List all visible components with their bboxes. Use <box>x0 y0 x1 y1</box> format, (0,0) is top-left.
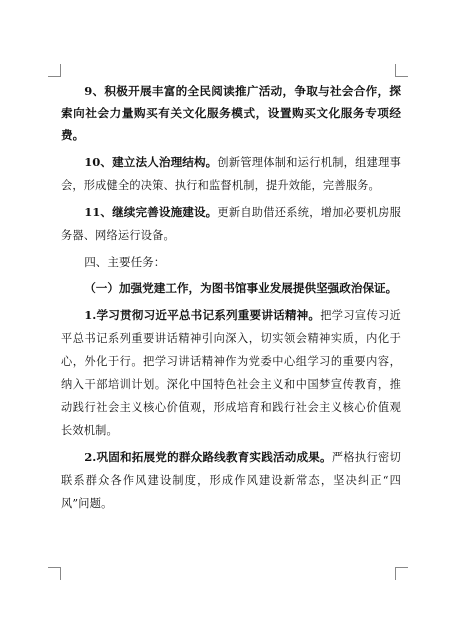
paragraph-11 <box>61 201 401 247</box>
page-corner-mark-top-left <box>48 64 61 77</box>
page-corner-mark-bottom-left <box>48 567 61 580</box>
paragraph-9-lead: 9、积极开展丰富的全民阅读推广活动，争取与社会合作，探索向社会力量购买有关文化服务模式，设置购买文化服务专项经费。 <box>61 84 401 142</box>
page-corner-mark-top-right <box>395 64 408 77</box>
section-heading-main-tasks <box>61 251 401 273</box>
paragraph-10-lead: 10、建立法人治理结构。 <box>84 155 218 169</box>
task-1-lead: 1.学习贯彻习近平总书记系列重要讲话精神。 <box>84 308 321 322</box>
task-2-lead: 2.巩固和拓展党的群众路线教育实践活动成果。 <box>84 450 332 464</box>
document-page <box>61 80 401 519</box>
paragraph-10 <box>61 151 401 197</box>
task-2 <box>61 446 401 515</box>
subsection-heading-party-building <box>61 277 401 300</box>
task-1 <box>61 304 401 442</box>
section-heading-main-tasks-text: 四、主要任务： <box>84 255 166 269</box>
paragraph-10-body: 创新管理体制和运行机制，组建理事会，形成健全的决策、执行和监督机制，提升效能，完善服务。 <box>61 156 402 192</box>
paragraph-11-body: 更新自助借还系统，增加必要机房服务器、网络运行设备。 <box>61 206 402 242</box>
page-corner-mark-bottom-right <box>395 567 408 580</box>
paragraph-9 <box>61 80 401 147</box>
task-1-body: 把学习宣传习近平总书记系列重要讲话精神引向深入，切实领会精神实质，内化于心，外化于行。把学习讲话精神作为党委中心组学习的重要内容，纳入干部培训计划。深化中国特色社会主义和中国梦宣传教育，推动践行社会主义核心价值观，形成培育和践行社会主义核心价值观长效机制。 <box>61 309 402 437</box>
paragraph-11-lead: 11、继续完善设施建设。 <box>84 205 218 219</box>
task-2-body: 严格执行密切联系群众各作风建设制度，形成作风建设新常态，坚决纠正“四风”问题。 <box>61 451 402 510</box>
subsection-heading-party-building-text: （一）加强党建工作，为图书馆事业发展提供坚强政治保证。 <box>84 281 398 295</box>
